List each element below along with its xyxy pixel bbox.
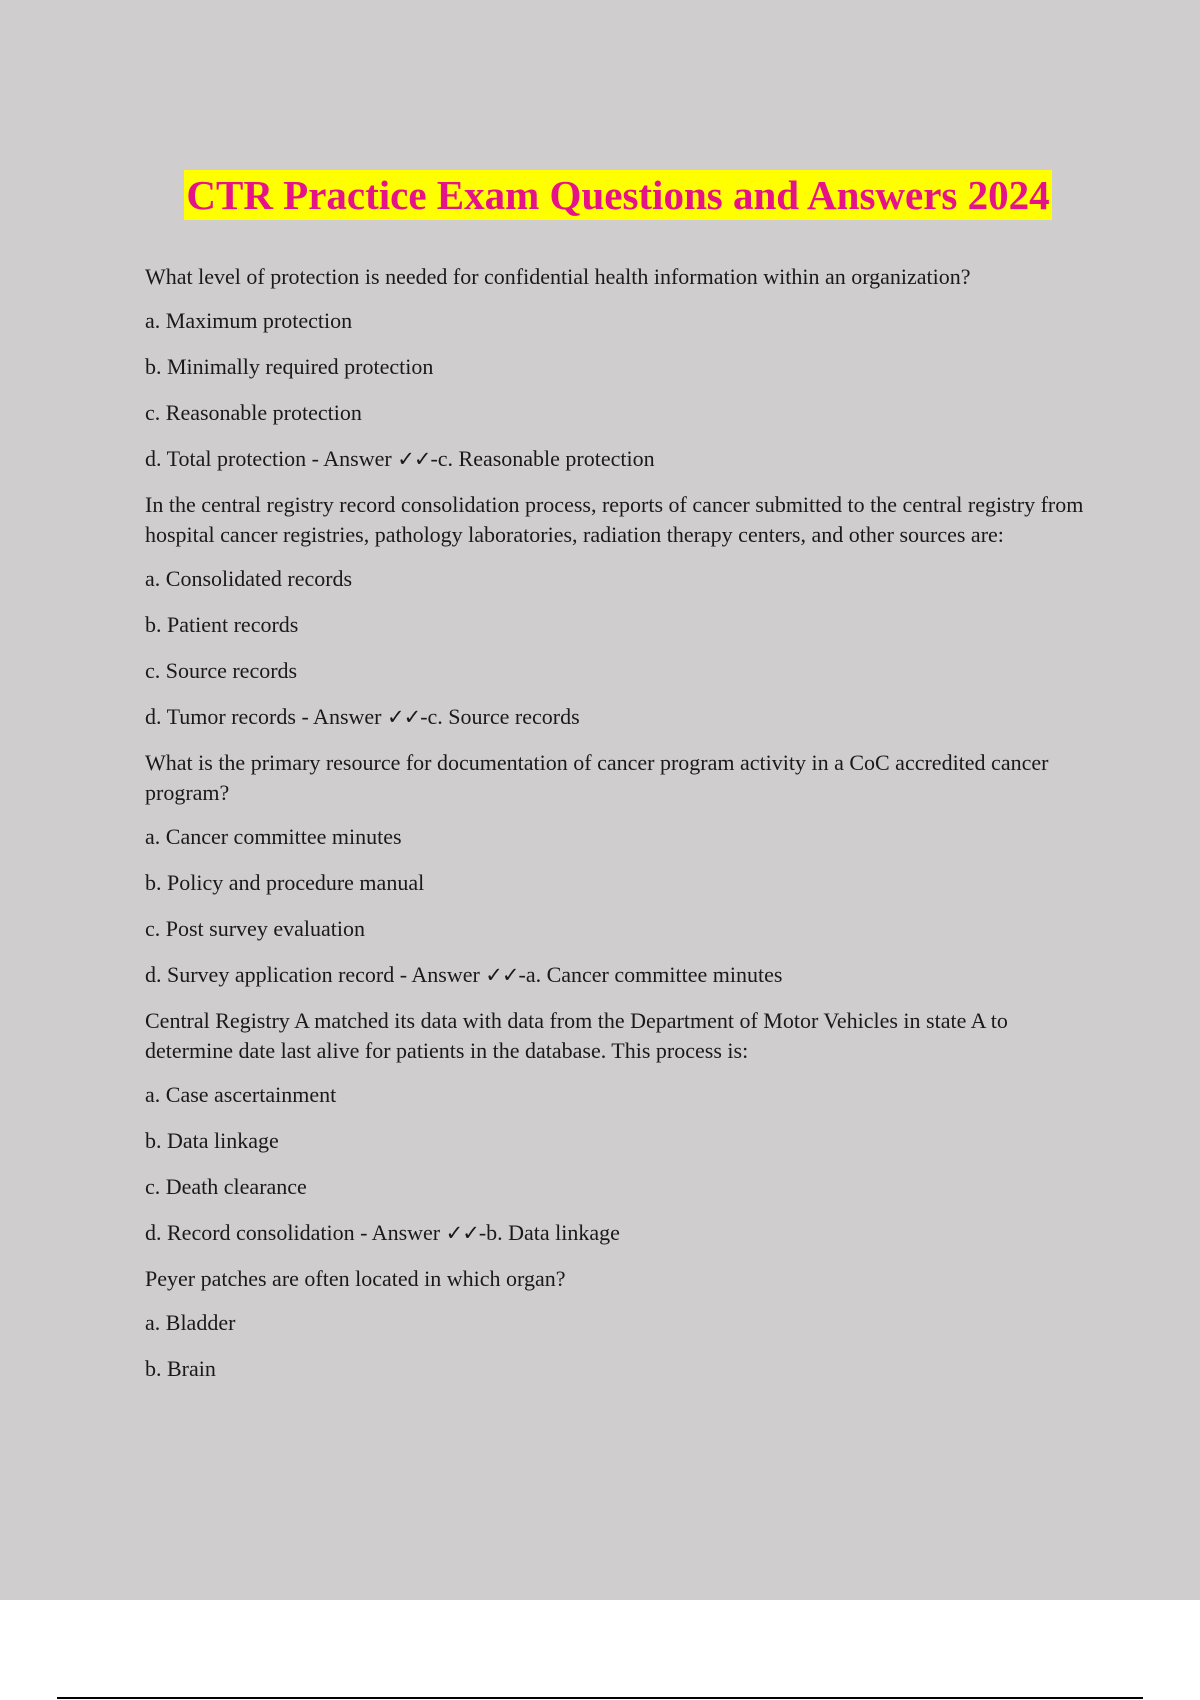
question-text: Central Registry A matched its data with data from the Department of Motor Vehicles in state A to determine date last alive for patients in the database. This process is: — [145, 1008, 1008, 1063]
double-check-icon: ✓✓ — [387, 705, 421, 729]
option-a: a. Case ascertainment — [145, 1082, 337, 1107]
question-block — [145, 1264, 1085, 1384]
question-text: Peyer patches are often located in which organ? — [145, 1266, 566, 1291]
question-block — [145, 748, 1085, 990]
option-a: a. Maximum protection — [145, 308, 353, 333]
option-c: c. Reasonable protection — [145, 400, 362, 425]
question-text: In the central registry record consolidation process, reports of cancer submitted to the central registry from hospital cancer registries, pathology laboratories, radiation therapy centers, and other sources are: — [145, 492, 1084, 547]
answer-text: -c. Reasonable protection — [430, 446, 655, 471]
option-d: d. Tumor records - Answer — [145, 704, 387, 729]
option-d-with-answer — [145, 1218, 1085, 1248]
document-title: CTR Practice Exam Questions and Answers 2024 — [186, 172, 1050, 218]
footer-divider — [57, 1697, 1143, 1699]
option-a: a. Cancer committee minutes — [145, 824, 402, 849]
double-check-icon: ✓✓ — [445, 1221, 479, 1245]
answer-text: -a. Cancer committee minutes — [518, 962, 783, 987]
option-d: d. Total protection - Answer — [145, 446, 398, 471]
answer-text: -c. Source records — [420, 704, 580, 729]
question-block — [145, 490, 1085, 732]
questions-list — [145, 262, 1085, 1400]
question-block — [145, 262, 1085, 474]
question-text: What is the primary resource for documentation of cancer program activity in a CoC accredited cancer program? — [145, 750, 1049, 805]
answer-text: -b. Data linkage — [478, 1220, 620, 1245]
option-b: b. Patient records — [145, 612, 299, 637]
option-c: c. Source records — [145, 658, 298, 683]
option-d-with-answer — [145, 960, 1085, 990]
option-c: c. Death clearance — [145, 1174, 307, 1199]
option-a: a. Consolidated records — [145, 566, 353, 591]
double-check-icon: ✓✓ — [485, 963, 519, 987]
option-d-with-answer — [145, 702, 1085, 732]
option-d-with-answer — [145, 444, 1085, 474]
option-d: d. Survey application record - Answer — [145, 962, 486, 987]
option-b: b. Policy and procedure manual — [145, 870, 425, 895]
question-text: What level of protection is needed for confidential health information within an organization? — [145, 264, 971, 289]
question-block — [145, 1006, 1085, 1248]
title-container — [0, 170, 1200, 220]
option-b: b. Minimally required protection — [145, 354, 434, 379]
option-d: d. Record consolidation - Answer — [145, 1220, 446, 1245]
double-check-icon: ✓✓ — [397, 447, 431, 471]
option-b: b. Data linkage — [145, 1128, 279, 1153]
option-c: c. Post survey evaluation — [145, 916, 365, 941]
option-a: a. Bladder — [145, 1310, 236, 1335]
option-b: b. Brain — [145, 1356, 216, 1381]
